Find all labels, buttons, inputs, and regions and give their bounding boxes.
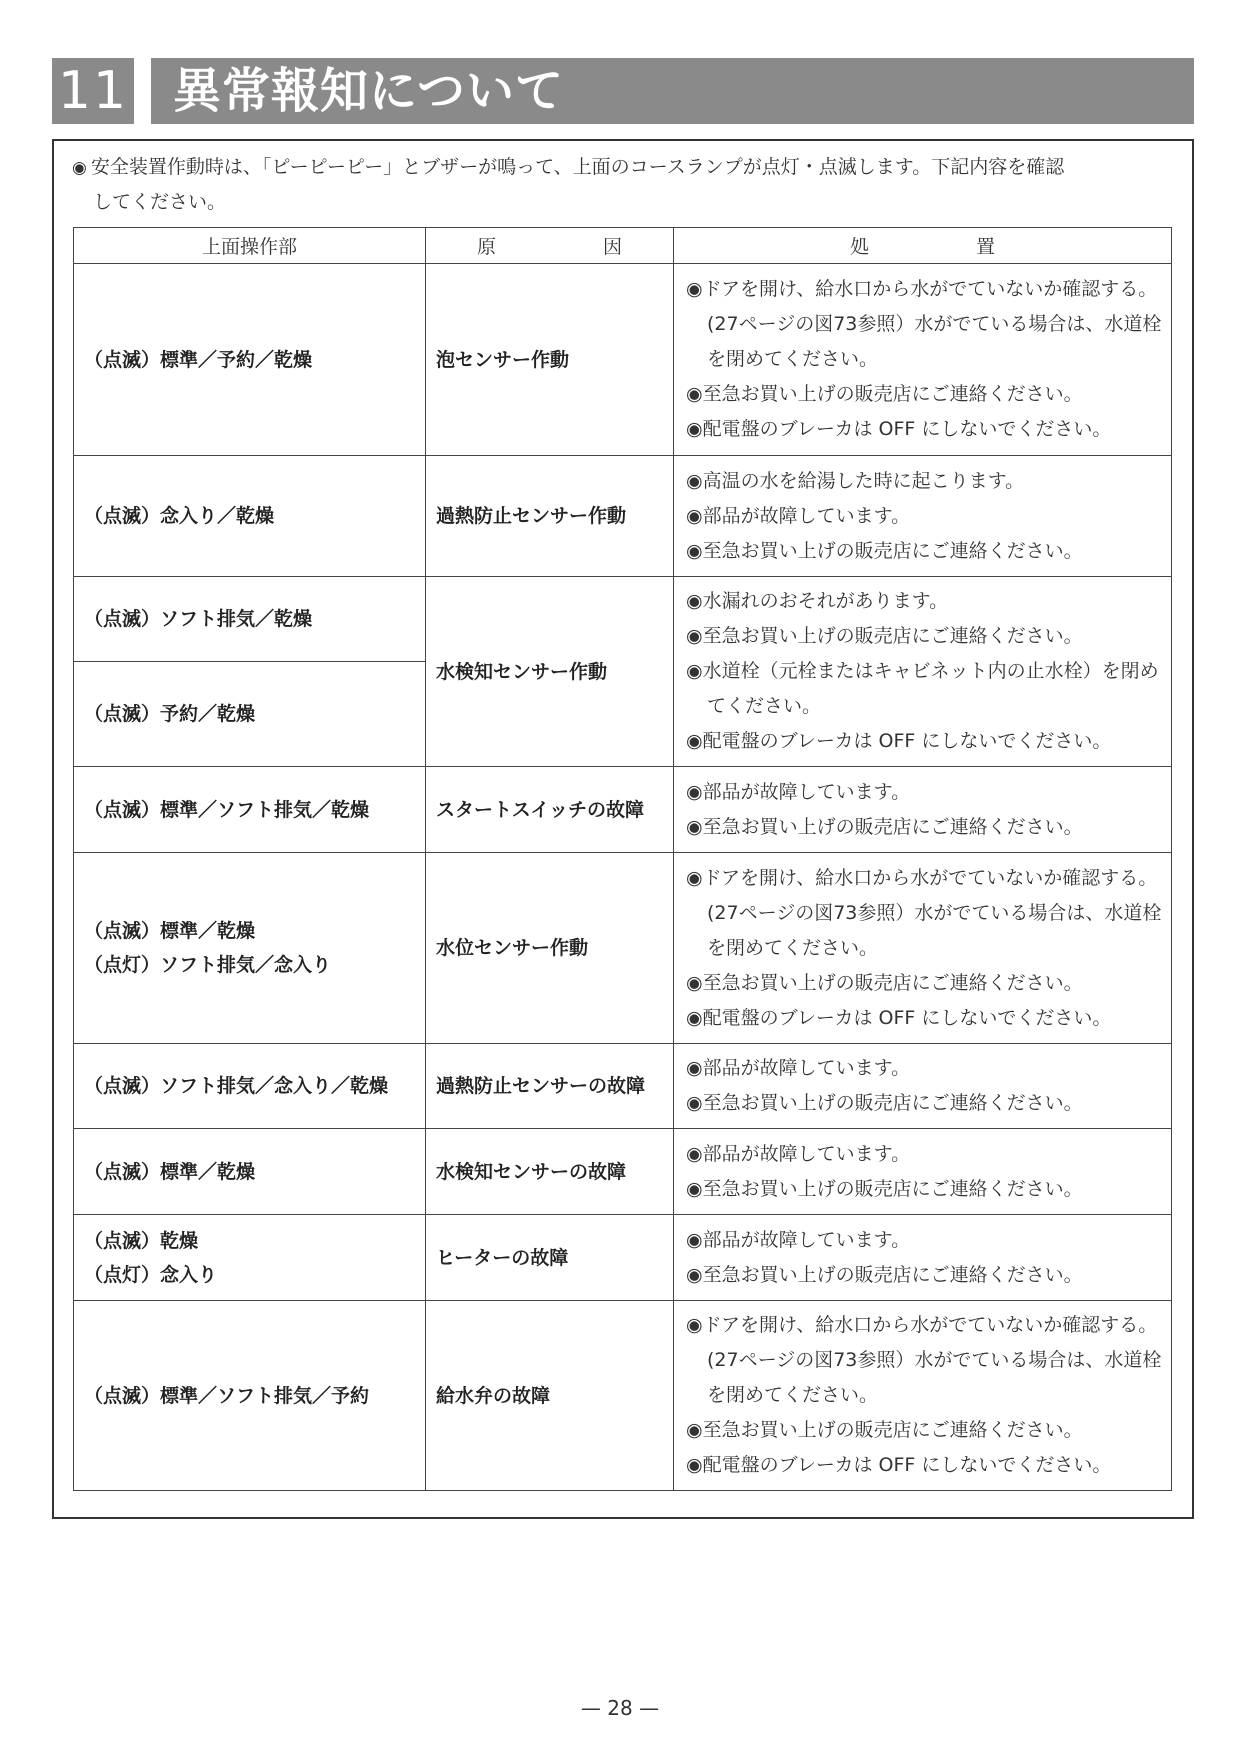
action-item: ◉配電盤のブレーカは OFF にしないでください。 [686, 1006, 1112, 1029]
action-item: ◉ドアを開け、給水口から水がでていないか確認する。(27ページの図73参照）水がでている場合は、水道栓を閉めてください。 [686, 1314, 1162, 1406]
action-item: ◉部品が故障しています。 [686, 780, 911, 803]
row-panel: （点滅）予約／乾燥 [74, 662, 426, 767]
header-action-b: 置 [975, 236, 995, 258]
row-panel: （点滅）ソフト排気／念入り／乾燥 [74, 1044, 426, 1129]
row-actions [674, 264, 1172, 456]
action-item: ◉高温の水を給湯した時に起こります。 [686, 469, 1025, 492]
action-item: ◉至急お買い上げの販売店にご連絡ください。 [686, 815, 1083, 838]
row-panel: （点滅）標準／予約／乾燥 [74, 264, 426, 456]
table-row [74, 853, 1172, 1044]
table-row [74, 1044, 1172, 1129]
header-panel: 上面操作部 [74, 228, 426, 264]
row-cause: 水位センサー作動 [426, 853, 674, 1044]
page-number: — 28 — [580, 1696, 660, 1720]
row-panel: （点滅）標準／ソフト排気／乾燥 [74, 767, 426, 853]
header-cause-a: 原 [477, 236, 497, 258]
row-panel: （点滅）標準／ソフト排気／予約 [74, 1301, 426, 1491]
row-panel: （点滅）念入り／乾燥 [74, 456, 426, 577]
table-row [74, 456, 1172, 577]
table-row [74, 767, 1172, 853]
error-table [73, 227, 1172, 1491]
row-actions [674, 577, 1172, 767]
row-cause: 泡センサー作動 [426, 264, 674, 456]
row-actions [674, 853, 1172, 1044]
action-item: ◉ドアを開け、給水口から水がでていないか確認する。(27ページの図73参照）水がでている場合は、水道栓を閉めてください。 [686, 278, 1162, 370]
table-row [74, 577, 1172, 662]
action-item: ◉水漏れのおそれがあります。 [686, 590, 949, 612]
row-panel: （点滅）標準／乾燥 [74, 1129, 426, 1215]
header-cause [426, 228, 674, 264]
section-header [52, 58, 1194, 124]
row-panel: （点滅）ソフト排気／乾燥 [74, 577, 426, 662]
table-row [74, 264, 1172, 456]
row-cause: 過熱防止センサーの故障 [426, 1044, 674, 1129]
action-item: ◉至急お買い上げの販売店にご連絡ください。 [686, 1092, 1083, 1114]
action-item: ◉至急お買い上げの販売店にご連絡ください。 [686, 1177, 1083, 1200]
row-actions [674, 767, 1172, 853]
row-actions [674, 456, 1172, 577]
header-action [674, 228, 1172, 264]
action-item: ◉配電盤のブレーカは OFF にしないでください。 [686, 730, 1112, 752]
table-row [74, 1129, 1172, 1215]
row-cause: 水検知センサー作動 [426, 577, 674, 767]
row-cause: 給水弁の故障 [426, 1301, 674, 1491]
action-item: ◉至急お買い上げの販売店にご連絡ください。 [686, 625, 1083, 647]
table-row [74, 1215, 1172, 1301]
row-panel: （点滅）乾燥 （点灯）念入り [74, 1215, 426, 1301]
row-actions [674, 1301, 1172, 1491]
row-actions [674, 1129, 1172, 1215]
action-item: ◉至急お買い上げの販売店にご連絡ください。 [686, 971, 1083, 994]
action-item: ◉至急お買い上げの販売店にご連絡ください。 [686, 539, 1083, 562]
row-cause: 水検知センサーの故障 [426, 1129, 674, 1215]
row-panel: （点滅）標準／乾燥 （点灯）ソフト排気／念入り [74, 853, 426, 1044]
row-cause: 過熱防止センサー作動 [426, 456, 674, 577]
action-item: ◉至急お買い上げの販売店にご連絡ください。 [686, 383, 1083, 405]
row-cause: スタートスイッチの故障 [426, 767, 674, 853]
action-item: ◉至急お買い上げの販売店にご連絡ください。 [686, 1419, 1083, 1441]
action-item: ◉配電盤のブレーカは OFF にしないでください。 [686, 418, 1112, 440]
action-item: ◉水道栓（元栓またはキャビネット内の止水栓）を閉めてください。 [686, 660, 1159, 717]
row-actions [674, 1215, 1172, 1301]
intro-text [72, 150, 1178, 219]
bullet-icon: ◉ [72, 158, 87, 178]
action-item: ◉至急お買い上げの販売店にご連絡ください。 [686, 1263, 1083, 1286]
header-cause-b: 因 [602, 236, 622, 258]
table-header-row [74, 228, 1172, 264]
section-title: 異常報知について [151, 58, 1194, 124]
action-item: ◉配電盤のブレーカは OFF にしないでください。 [686, 1454, 1112, 1476]
header-action-a: 処 [850, 236, 870, 258]
table-row [74, 1301, 1172, 1491]
row-cause: ヒーターの故障 [426, 1215, 674, 1301]
action-item: ◉部品が故障しています。 [686, 504, 911, 527]
action-item: ◉部品が故障しています。 [686, 1057, 911, 1079]
section-number: 11 [52, 58, 134, 124]
action-item: ◉部品が故障しています。 [686, 1228, 911, 1251]
content-frame [52, 139, 1194, 1519]
row-actions [674, 1044, 1172, 1129]
intro-line-2: してください。 [93, 191, 227, 213]
action-item: ◉部品が故障しています。 [686, 1142, 911, 1165]
action-item: ◉ドアを開け、給水口から水がでていないか確認する。(27ページの図73参照）水がでている場合は、水道栓を閉めてください。 [686, 866, 1162, 959]
intro-line-1: 安全装置作動時は、「ピーピーピー」とブザーが鳴って、上面のコースランプが点灯・点滅します。下記内容を確認 [90, 156, 1065, 178]
